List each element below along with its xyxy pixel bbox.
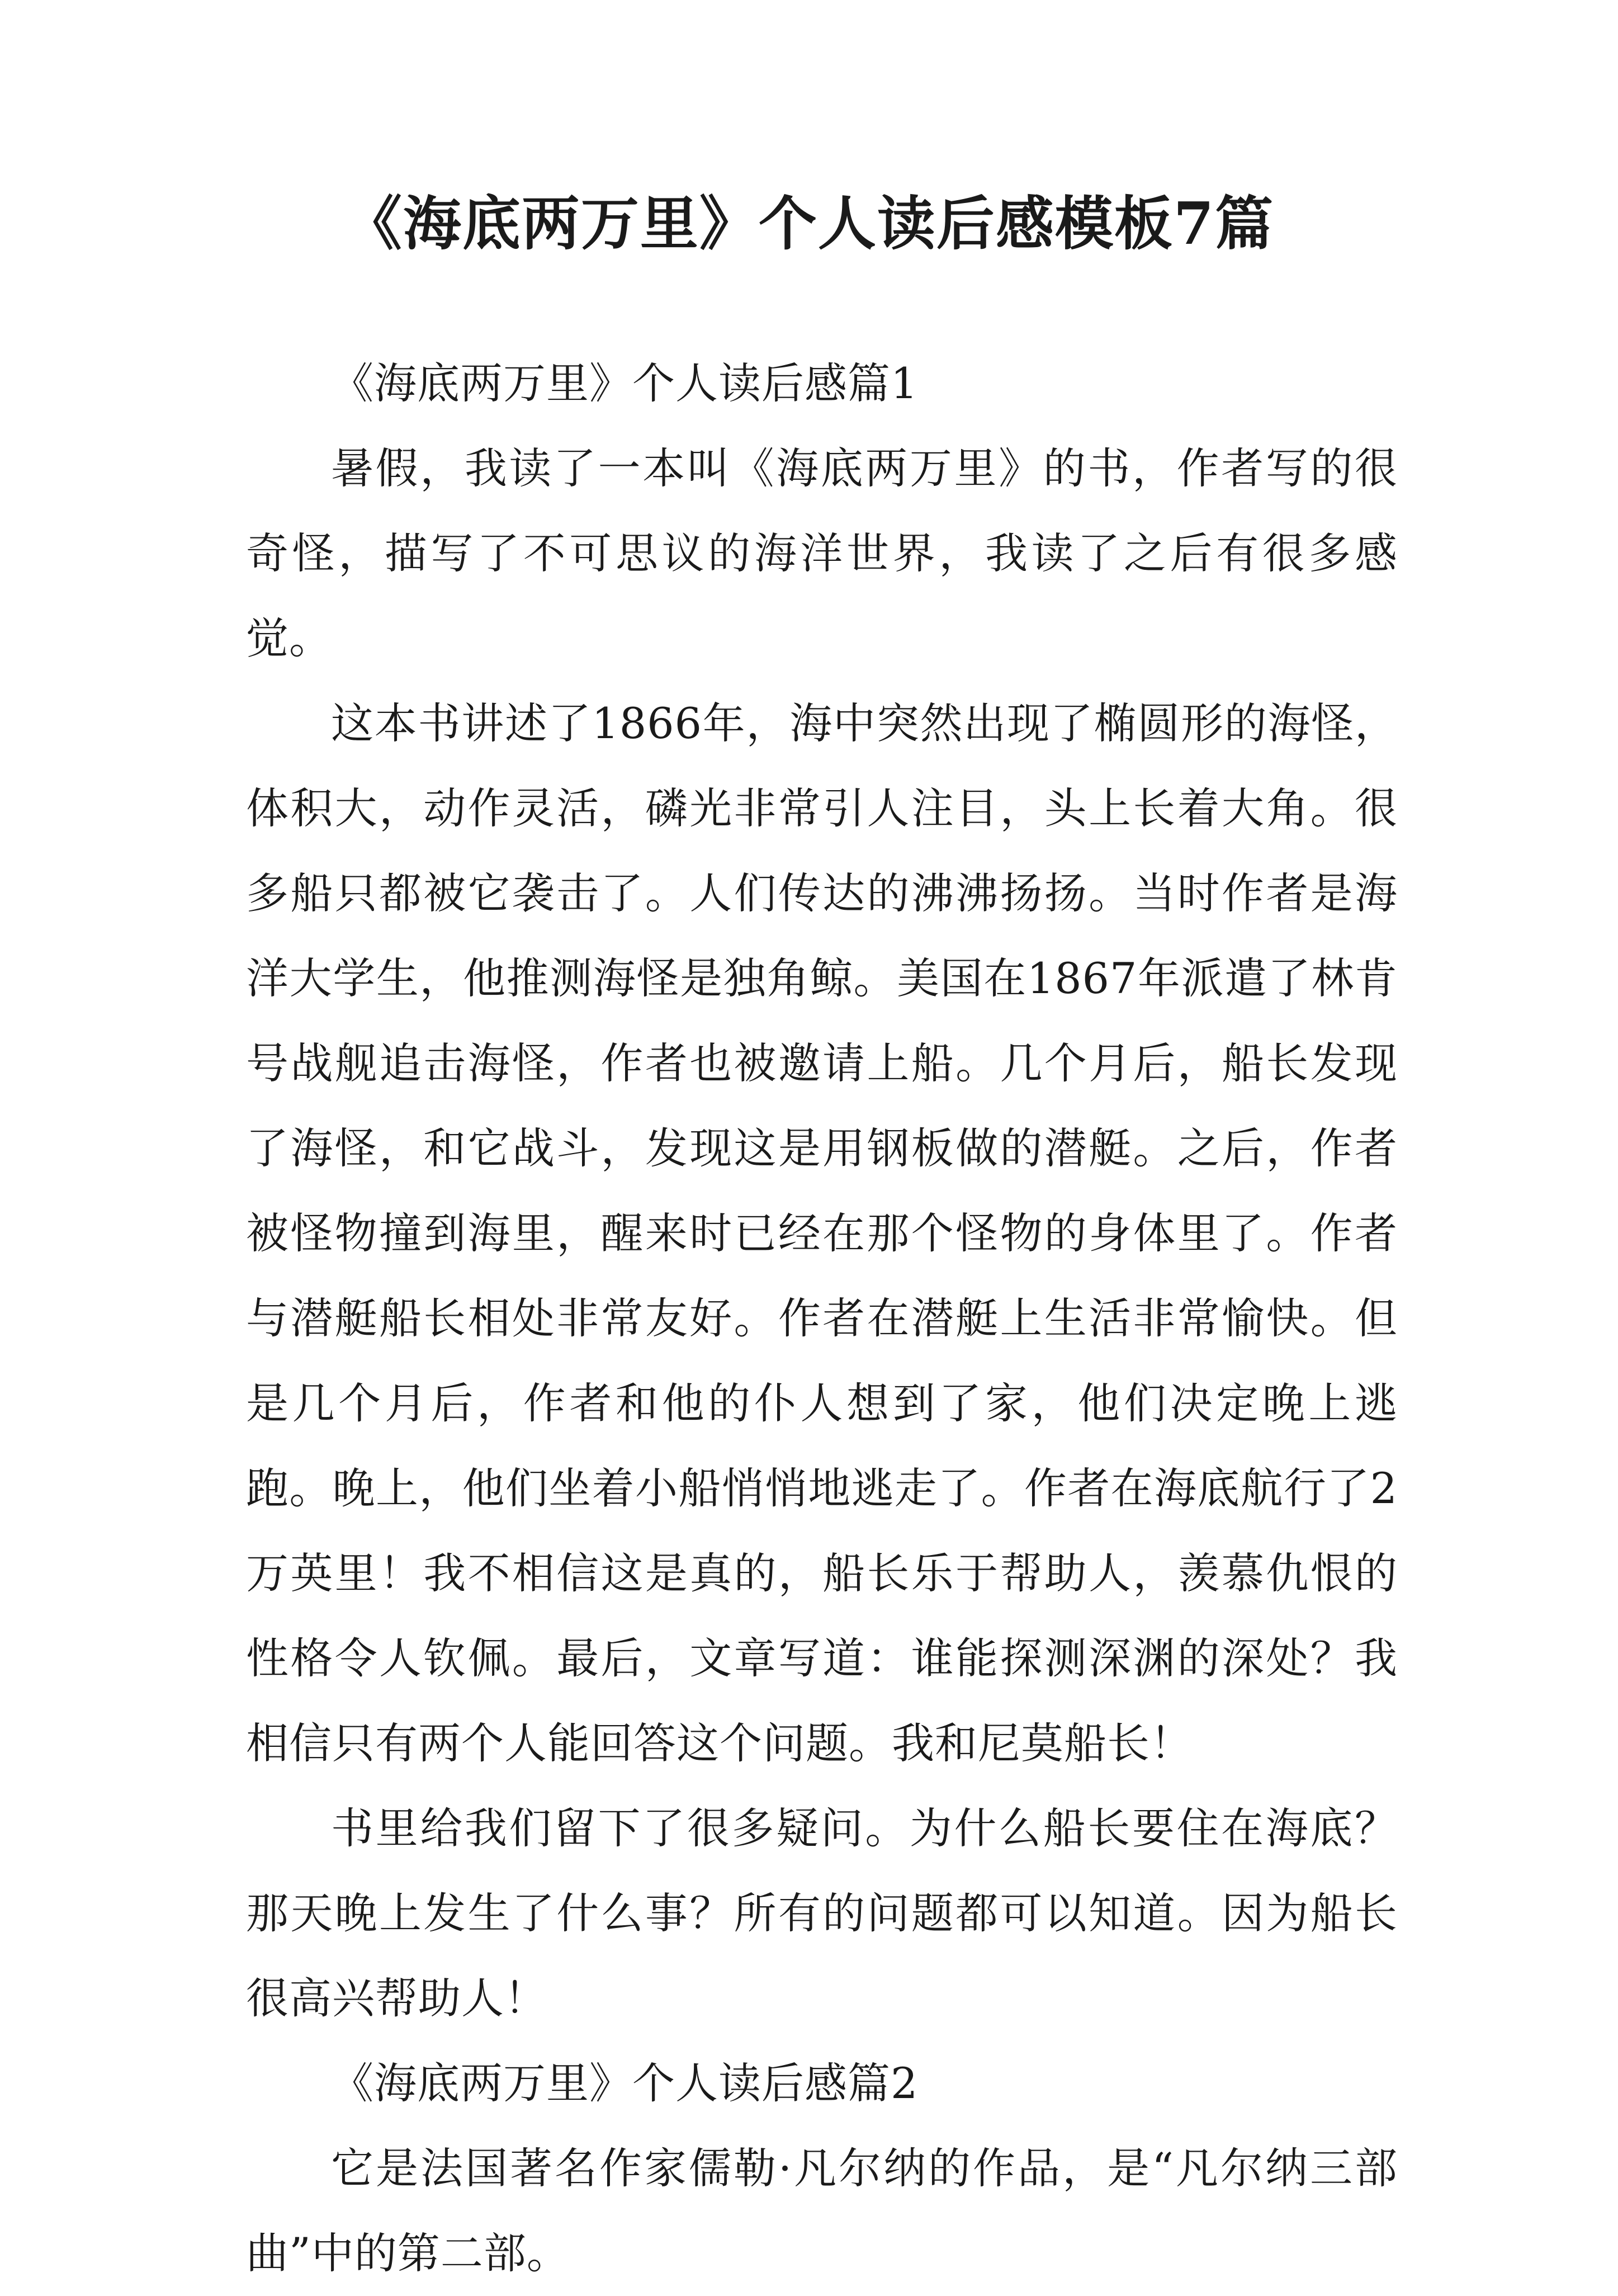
paragraph: 它是法国著名作家儒勒·凡尔纳的作品，是“凡尔纳三部曲”中的第二部。 xyxy=(246,2143,1398,2278)
section-heading-2: 《海底两万里》个人读后感篇2 xyxy=(331,2058,919,2108)
document-title: 《海底两万里》个人读后感模板7篇 xyxy=(343,189,1275,258)
paragraph: 暑假，我读了一本叫《海底两万里》的书，作者写的很奇怪，描写了不可思议的海洋世界，我读了之后有很多感觉。 xyxy=(246,443,1398,663)
paragraph: 书里给我们留下了很多疑问。为什么船长要住在海底？那天晚上发生了什么事？所有的问题都可以知道。因为船长很高兴帮助人！ xyxy=(246,1803,1398,2023)
document-body xyxy=(246,341,1398,2296)
paragraph: 这本书讲述了1866年，海中突然出现了椭圆形的海怪，体积大，动作灵活，磷光非常引人注目，头上长着大角。很多船只都被它袭击了。人们传达的沸沸扬扬。当时作者是海洋大学生，他推测海怪是独角鲸。美国在1867年派遣了林肯号战舰追击海怪，作者也被邀请上船。几个月后，船长发现了海怪，和它战斗，发现这是用钢板做的潜艇。之后，作者被怪物撞到海里，醒来时已经在那个怪物的身体里了。作者与潜艇船长相处非常友好。作者在潜艇上生活非常愉快。但是几个月后，作者和他的仆人想到了家，他们决定晚上逃跑。晚上，他们坐着小船悄悄地逃走了。作者在海底航行了2万英里！我不相信这是真的，船长乐于帮助人，羡慕仇恨的性格令人钦佩。最后，文章写道：谁能探测深渊的深处？我相信只有两个人能回答这个问题。我和尼莫船长！ xyxy=(246,698,1398,1768)
section-heading-1: 《海底两万里》个人读后感篇1 xyxy=(331,358,919,408)
